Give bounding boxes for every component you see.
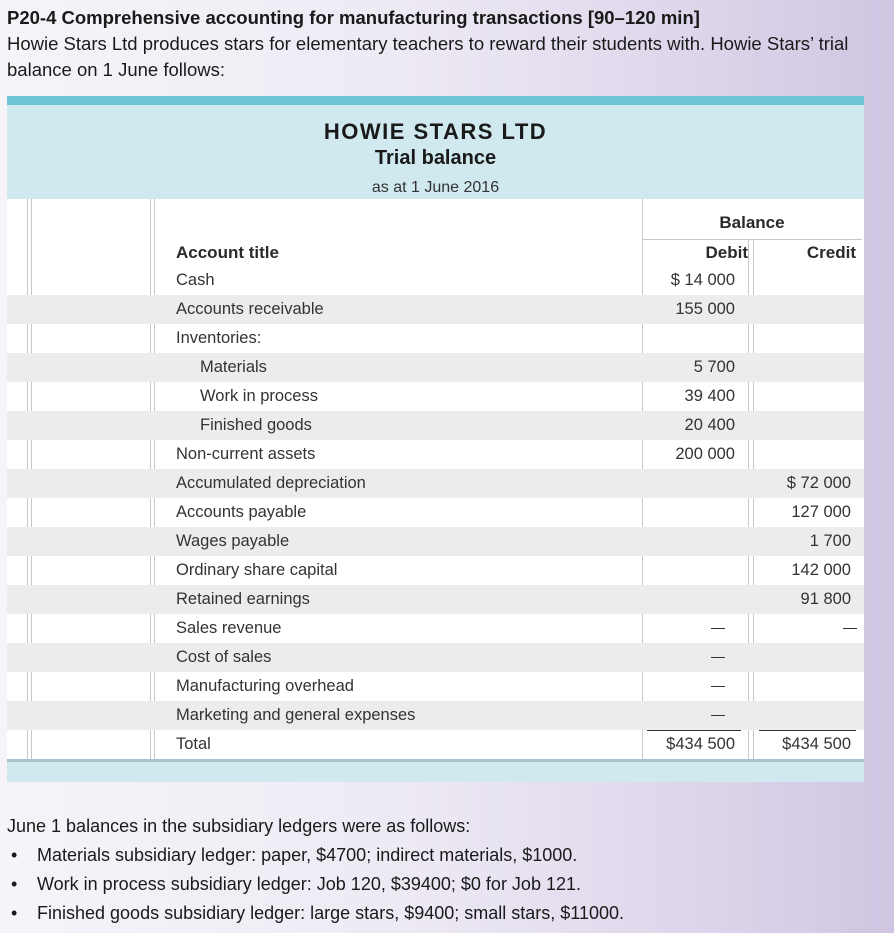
account-name: Materials xyxy=(200,358,267,376)
account-name: Wages payable xyxy=(176,532,290,550)
credit-value: 1 700 xyxy=(809,532,851,550)
credit-dash xyxy=(843,628,857,629)
table-body xyxy=(7,199,864,759)
table-row xyxy=(7,324,864,353)
company-name: HOWIE STARS LTD xyxy=(323,119,548,144)
account-name: Accounts payable xyxy=(176,503,307,521)
table-row xyxy=(7,672,864,701)
total-label: Total xyxy=(176,735,211,753)
account-name: Sales revenue xyxy=(176,619,282,637)
table-row xyxy=(7,411,864,440)
debit-value: $ 14 000 xyxy=(670,271,735,289)
credit-value: 127 000 xyxy=(791,503,851,521)
account-name: Inventories: xyxy=(176,329,262,347)
debit-dash xyxy=(711,657,725,658)
account-name: Finished goods xyxy=(200,416,312,434)
problem-heading xyxy=(7,5,887,83)
total-row xyxy=(7,730,864,759)
account-name: Non-current assets xyxy=(176,445,316,463)
debit-dash xyxy=(711,628,725,629)
problem-title: P20-4 Comprehensive accounting for manufacturing transactions [90–120 min] xyxy=(7,7,700,28)
table-row xyxy=(7,643,864,672)
account-name: Accumulated depreciation xyxy=(176,474,366,492)
trial-balance-table xyxy=(7,96,864,782)
table-row xyxy=(7,498,864,527)
table-row xyxy=(7,527,864,556)
footer-bar xyxy=(7,759,864,762)
table-row xyxy=(7,585,864,614)
account-name: Cost of sales xyxy=(176,648,272,666)
account-name: Cash xyxy=(176,271,215,289)
debit-value: 5 700 xyxy=(693,358,735,376)
table-footer xyxy=(7,759,864,782)
table-row xyxy=(7,440,864,469)
balance-underline xyxy=(642,239,862,240)
account-name: Work in process xyxy=(200,387,318,405)
total-credit: $434 500 xyxy=(782,735,851,753)
debit-dash xyxy=(711,686,725,687)
table-row xyxy=(7,295,864,324)
balance-header: Balance xyxy=(719,213,785,232)
table-row xyxy=(7,701,864,730)
debit-dash xyxy=(711,715,725,716)
subsidiary-item: • Finished goods subsidiary ledger: large stars, $9400; small stars, $11000. xyxy=(7,899,887,928)
account-name: Accounts receivable xyxy=(176,300,324,318)
debit-value: 200 000 xyxy=(675,445,735,463)
credit-value: 91 800 xyxy=(800,590,851,608)
problem-intro: Howie Stars Ltd produces stars for elementary teachers to reward their students with. Howie Stars’ trial balance on 1 June follows: xyxy=(7,33,849,80)
table-row xyxy=(7,614,864,643)
total-rule xyxy=(647,730,741,731)
account-title-header: Account title xyxy=(176,243,279,262)
credit-value: $ 72 000 xyxy=(786,474,851,492)
debit-header: Debit xyxy=(705,243,748,262)
credit-header: Credit xyxy=(806,243,856,262)
statement-name: Trial balance xyxy=(374,147,497,169)
credit-value: 142 000 xyxy=(791,561,851,579)
debit-value: 39 400 xyxy=(684,387,735,405)
account-name: Ordinary share capital xyxy=(176,561,338,579)
subsidiary-intro: June 1 balances in the subsidiary ledgers were as follows: xyxy=(7,816,471,836)
subsidiary-ledgers xyxy=(7,812,887,928)
debit-value: 155 000 xyxy=(675,300,735,318)
table-row xyxy=(7,353,864,382)
account-name: Manufacturing overhead xyxy=(176,677,354,695)
subsidiary-item: • Materials subsidiary ledger: paper, $4700; indirect materials, $1000. xyxy=(7,841,887,870)
account-name: Retained earnings xyxy=(176,590,310,608)
table-row xyxy=(7,382,864,411)
total-debit: $434 500 xyxy=(666,735,735,753)
debit-value: 20 400 xyxy=(684,416,735,434)
total-rule xyxy=(759,730,856,731)
table-row xyxy=(7,469,864,498)
account-name: Marketing and general expenses xyxy=(176,706,416,724)
subsidiary-list xyxy=(7,841,887,928)
table-row xyxy=(7,556,864,585)
statement-date: as at 1 June 2016 xyxy=(371,179,500,196)
subsidiary-item: • Work in process subsidiary ledger: Job 120, $39400; $0 for Job 121. xyxy=(7,870,887,899)
table-top-bar xyxy=(7,96,864,105)
table-row xyxy=(7,266,864,295)
